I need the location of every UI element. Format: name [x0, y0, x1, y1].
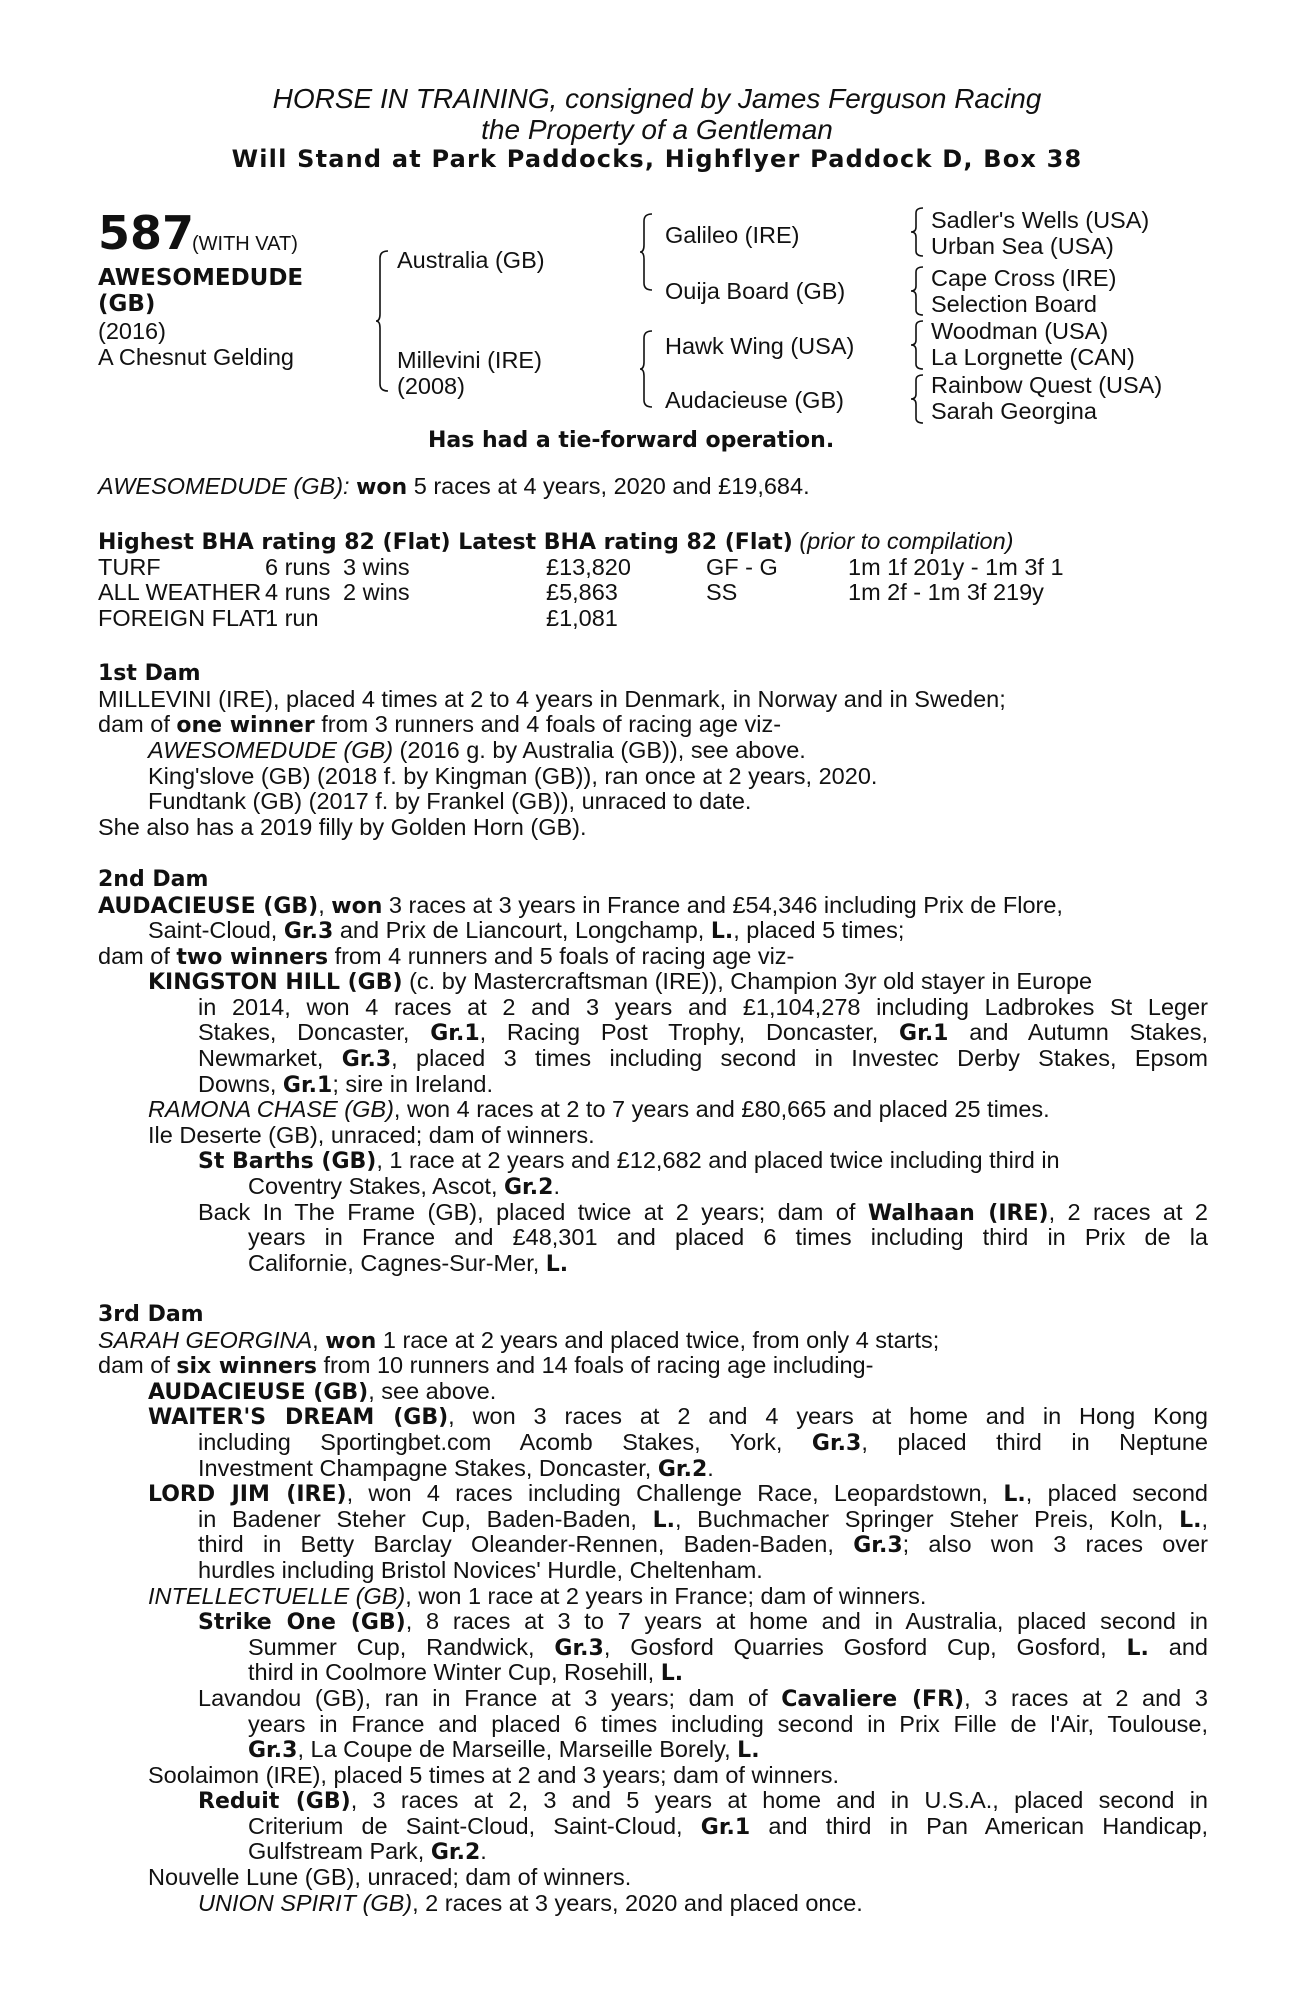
dam3-foal: WAITER'S DREAM (GB), won 3 races at 2 and 4 years at home and in Hong Kong [148, 1403, 1209, 1431]
consignor-line: HORSE IN TRAINING, consigned by James Ferguson Racing [272, 83, 1042, 114]
catalogue-body [98, 474, 1208, 1916]
horse-description: A Chesnut Gelding [98, 344, 294, 370]
dam1-foal: King'slove (GB) (2018 f. by Kingman (GB)), ran once at 2 years, 2020. [148, 762, 878, 789]
ratings-row-foreign-flat: FOREIGN FLAT 1 run £1,081 [98, 604, 618, 631]
sds: Cape Cross (IRE) [931, 265, 1117, 291]
location-line: Will Stand at Park Paddocks, Highflyer Paddock D, Box 38 [231, 145, 1083, 173]
race-record: AWESOMEDUDE (GB): won 5 races at 4 years, 2020 and £19,684. [98, 473, 810, 500]
dam2-grandfoal: Coventry Stakes, Ascot, Gr.2. [248, 1173, 560, 1201]
ratings-heading: Highest BHA rating 82 (Flat) Latest BHA rating 82 (Flat) (prior to compilation) [98, 528, 1014, 556]
dsd: La Lorgnette (CAN) [931, 344, 1135, 370]
brace-generation1 [376, 250, 390, 392]
dam1-foal: AWESOMEDUDE (GB) (2016 g. by Australia (GB)), see above. [148, 736, 806, 763]
dam2-line: dam of two winners from 4 runners and 5 foals of racing age viz- [98, 942, 795, 970]
dam3-foal: Soolaimon (IRE), placed 5 times at 2 and 3 years; dam of winners. [148, 1761, 839, 1788]
sire-dam: Ouija Board (GB) [665, 278, 846, 304]
dam2-foal: Ile Deserte (GB), unraced; dam of winners. [148, 1121, 595, 1148]
dam3-grandfoal: third in Coolmore Winter Cup, Rosehill, L. [248, 1659, 684, 1687]
brace-ss [911, 207, 925, 257]
dam3-line: dam of six winners from 10 runners and 14 foals of racing age including- [98, 1352, 874, 1380]
dam3-foal: Nouvelle Lune (GB), unraced; dam of winners. [148, 1864, 632, 1891]
dam1-foal: Fundtank (GB) (2017 f. by Frankel (GB)), unraced to date. [148, 788, 752, 815]
dam1-line: MILLEVINI (IRE), placed 4 times at 2 to 4 years in Denmark, in Norway and in Sweden; [98, 685, 1006, 712]
dam2-foal: Newmarket, Gr.3, placed 3 times including second in Investec Derby Stakes, Epsom [198, 1045, 1209, 1073]
brace-ds [911, 320, 925, 370]
dam3-grandfoal: Summer Cup, Randwick, Gr.3, Gosford Quarries Gosford Cup, Gosford, L. and [248, 1633, 1208, 1661]
dam3-grandfoal: Lavandou (GB), ran in France at 3 years; dam of Cavaliere (FR), 3 races at 2 and 3 [198, 1684, 1208, 1712]
dam3-foal: in Badener Steher Cup, Baden-Baden, L., Buchmacher Springer Steher Preis, Koln, L., [198, 1505, 1208, 1533]
vat-label: (WITH VAT) [192, 233, 298, 255]
dam3-grandfoal: years in France and placed 6 times including second in Prix Fille de l'Air, Toulouse, [248, 1710, 1208, 1737]
dam3-grandfoal: Reduit (GB), 3 races at 2, 3 and 5 years at home and in U.S.A., placed second in [198, 1787, 1208, 1815]
dds: Rainbow Quest (USA) [931, 372, 1163, 398]
ratings-row-turf: TURF 6 runs 3 wins £13,820 GF - G 1m 1f 201y - 1m 3f 1 [98, 553, 1064, 580]
dam2-foal: KINGSTON HILL (GB) (c. by Mastercraftsman (IRE)), Champion 3yr old stayer in Europe [148, 968, 1093, 996]
ssd: Urban Sea (USA) [931, 233, 1114, 259]
dam3-foal: hurdles including Bristol Novices' Hurdle, Cheltenham. [198, 1556, 763, 1583]
brace-sire-line [640, 213, 654, 291]
dam2-foal: RAMONA CHASE (GB), won 4 races at 2 to 7 years and £80,665 and placed 25 times. [148, 1096, 1050, 1123]
sss: Sadler's Wells (USA) [931, 207, 1150, 233]
horse-name: AWESOMEDUDE [98, 265, 304, 291]
dam3-grandfoal: Gr.3, La Coupe de Marseille, Marseille Borely, L. [248, 1736, 760, 1764]
dam3-foal: including Sportingbet.com Acomb Stakes, York, Gr.3, placed third in Neptune [198, 1428, 1209, 1456]
dam2-grandfoal: years in France and £48,301 and placed 6 times including third in Prix de la [248, 1224, 1208, 1251]
dam1-heading: 1st Dam [98, 661, 201, 687]
dam3-line: SARAH GEORGINA, won 1 race at 2 years and placed twice, from only 4 starts; [98, 1326, 940, 1354]
dam3-foal: third in Betty Barclay Oleander-Rennen, Baden-Baden, Gr.3; also won 3 races over [198, 1531, 1208, 1559]
dam2-grandfoal: Californie, Cagnes-Sur-Mer, L. [248, 1249, 569, 1277]
brace-dam-line [640, 330, 654, 408]
dam: Millevini (IRE) [397, 347, 542, 373]
dam1-line: dam of one winner from 3 runners and 4 foals of racing age viz- [98, 711, 782, 739]
dam-year: (2008) [397, 373, 465, 399]
dam2-line: Saint-Cloud, Gr.3 and Prix de Liancourt, Longchamp, L., placed 5 times; [148, 917, 905, 945]
dam2-line: AUDACIEUSE (GB), won 3 races at 3 years in France and £54,346 including Prix de Flore, [98, 891, 1063, 919]
dam-sire: Hawk Wing (USA) [665, 333, 855, 359]
dam2-foal: in 2014, won 4 races at 2 and 3 years and £1,104,278 including Ladbrokes St Leger [198, 993, 1208, 1020]
operation-note: Has had a tie-forward operation. [428, 428, 835, 453]
dam3-heading: 3rd Dam [98, 1302, 204, 1327]
dam2-foal: Downs, Gr.1; sire in Ireland. [198, 1070, 493, 1098]
sire-sire: Galileo (IRE) [665, 222, 800, 248]
dam3-foal: AUDACIEUSE (GB), see above. [148, 1377, 497, 1405]
dam-dam: Audacieuse (GB) [665, 387, 844, 413]
lot-number: 587 [98, 206, 195, 260]
brace-sd [911, 266, 925, 316]
brace-dd [911, 374, 925, 424]
dam3-grandfoal: UNION SPIRIT (GB), 2 races at 3 years, 2020 and placed once. [198, 1889, 863, 1916]
dam3-grandfoal: Strike One (GB), 8 races at 3 to 7 years at home and in Australia, placed second in [198, 1608, 1208, 1636]
dam1-line: She also has a 2019 filly by Golden Horn (GB). [98, 813, 587, 840]
dam2-grandfoal: Back In The Frame (GB), placed twice at 2 years; dam of Walhaan (IRE), 2 races at 2 [198, 1198, 1209, 1226]
dam2-heading: 2nd Dam [98, 866, 209, 892]
sdd: Selection Board [931, 291, 1097, 317]
dam3-grandfoal: Gulfstream Park, Gr.2. [248, 1838, 487, 1866]
dam3-foal: LORD JIM (IRE), won 4 races including Challenge Race, Leopardstown, L., placed second [148, 1480, 1208, 1508]
ratings-row-all-weather: ALL WEATHER 4 runs 2 wins £5,863 SS 1m 2f - 1m 3f 219y [98, 579, 1044, 606]
ddd: Sarah Georgina [931, 398, 1097, 424]
dam2-grandfoal: St Barths (GB), 1 race at 2 years and £12,682 and placed twice including third in [198, 1147, 1060, 1175]
dam3-grandfoal: Criterium de Saint-Cloud, Saint-Cloud, Gr.1 and third in Pan American Handicap, [248, 1812, 1209, 1840]
sire: Australia (GB) [397, 247, 545, 273]
dam3-foal: INTELLECTUELLE (GB), won 1 race at 2 years in France; dam of winners. [148, 1582, 927, 1609]
horse-country: (GB) [98, 291, 156, 317]
horse-year: (2016) [98, 318, 166, 344]
property-line: the Property of a Gentleman [481, 114, 833, 145]
dss: Woodman (USA) [931, 318, 1109, 344]
dam2-foal: Stakes, Doncaster, Gr.1, Racing Post Trophy, Doncaster, Gr.1 and Autumn Stakes, [198, 1019, 1208, 1047]
dam3-foal: Investment Champagne Stakes, Doncaster, Gr.2. [198, 1454, 714, 1482]
